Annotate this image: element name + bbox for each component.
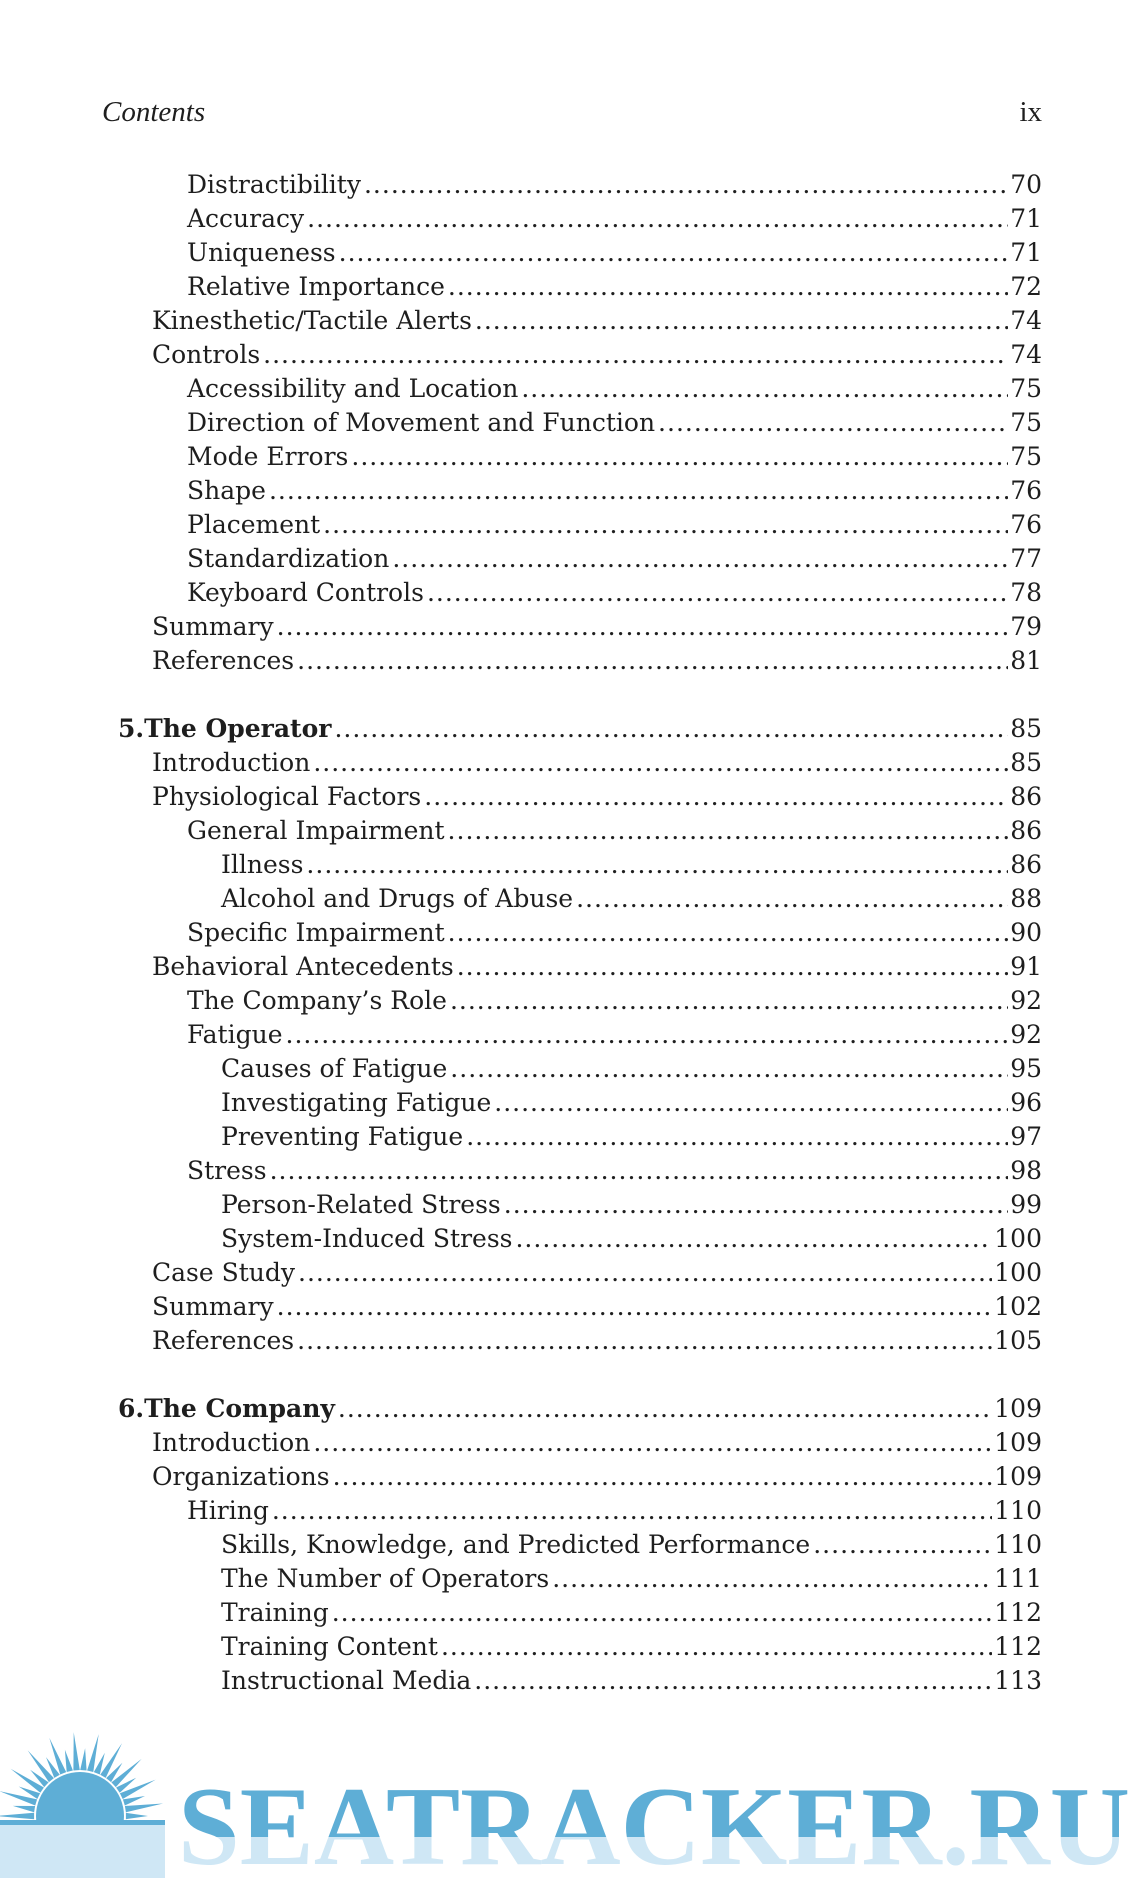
chapter-number: 6. (118, 1394, 145, 1423)
dot-leader (351, 440, 1008, 473)
entry-page-number: 102 (994, 1292, 1042, 1321)
toc-entry (221, 1120, 1042, 1153)
entry-title: Physiological Factors (152, 782, 422, 811)
entry-page-number: 112 (994, 1598, 1042, 1627)
dot-leader (313, 1426, 992, 1459)
dot-leader (313, 746, 1008, 779)
entry-title: Mode Errors (187, 442, 349, 471)
toc-entry (152, 746, 1042, 779)
toc-entry (187, 474, 1042, 507)
entry-page-number: 92 (1010, 986, 1042, 1015)
toc-entry (221, 1528, 1042, 1561)
dot-leader (272, 1494, 992, 1527)
sun-ray (120, 1780, 156, 1799)
sun-ray (0, 1813, 34, 1819)
toc-entry (152, 610, 1042, 643)
entry-page-number: 76 (1010, 476, 1042, 505)
entry-title: Person-Related Stress (221, 1190, 501, 1219)
dot-leader (364, 168, 1008, 201)
toc-entry (187, 1018, 1042, 1051)
entry-page-number: 92 (1010, 1020, 1042, 1049)
dot-leader (307, 202, 1008, 235)
dot-leader (277, 1290, 993, 1323)
sun-ray (125, 1804, 163, 1813)
entry-page-number: 78 (1010, 578, 1042, 607)
entry-page-number: 110 (994, 1530, 1042, 1559)
dot-leader (576, 882, 1008, 915)
dot-leader (424, 780, 1008, 813)
dot-leader (475, 304, 1008, 337)
toc-entry (187, 508, 1042, 541)
entry-title: Introduction (152, 748, 311, 777)
entry-page-number: 75 (1010, 408, 1042, 437)
dot-leader (813, 1528, 992, 1561)
entry-title: Distractibility (187, 170, 361, 199)
dot-leader (286, 1018, 1009, 1051)
entry-title: Specific Impairment (187, 918, 445, 947)
entry-title: Training Content (221, 1632, 438, 1661)
toc-entry (221, 1188, 1042, 1221)
toc-entry (152, 338, 1042, 371)
entry-title: Placement (187, 510, 321, 539)
entry-page-number: 90 (1010, 918, 1042, 947)
toc-entry (187, 202, 1042, 235)
entry-title: Direction of Movement and Function (187, 408, 656, 437)
entry-title: Relative Importance (187, 272, 445, 301)
entry-page-number: 72 (1010, 272, 1042, 301)
dot-leader (494, 1086, 1008, 1119)
entry-title: Investigating Fatigue (221, 1088, 492, 1117)
toc-entry (187, 814, 1042, 847)
running-header-title: Contents (102, 96, 206, 128)
toc-entry (152, 644, 1042, 677)
toc-entry (187, 576, 1042, 609)
entry-page-number: 91 (1010, 952, 1042, 981)
entry-title: Skills, Knowledge, and Predicted Performance (221, 1530, 811, 1559)
entry-title: Training (221, 1598, 329, 1627)
entry-page-number: 105 (994, 1326, 1042, 1355)
entry-page-number: 96 (1010, 1088, 1042, 1117)
entry-page-number: 110 (994, 1496, 1042, 1525)
dot-leader (552, 1562, 992, 1595)
dot-leader (504, 1188, 1008, 1221)
entry-page-number: 74 (1010, 340, 1042, 369)
entry-page-number: 75 (1010, 442, 1042, 471)
dot-leader (339, 236, 1009, 269)
toc-entry (187, 916, 1042, 949)
entry-page-number: 76 (1010, 510, 1042, 539)
entry-title: Introduction (152, 1428, 311, 1457)
toc-entry (221, 1052, 1042, 1085)
entry-page-number: 112 (994, 1632, 1042, 1661)
entry-title: Preventing Fatigue (221, 1122, 464, 1151)
entry-page-number: 71 (1010, 238, 1042, 267)
dot-leader (521, 372, 1008, 405)
sun-ray (87, 1734, 99, 1772)
dot-leader (338, 1392, 992, 1425)
dot-leader (277, 610, 1009, 643)
entry-page-number: 86 (1010, 816, 1042, 845)
toc-entry (221, 848, 1042, 881)
sun-ray (100, 1743, 122, 1778)
dot-leader (441, 1630, 992, 1663)
toc-entry (187, 1154, 1042, 1187)
entry-page-number: 85 (1010, 714, 1042, 743)
entry-page-number: 77 (1010, 544, 1042, 573)
toc-entry (152, 1256, 1042, 1289)
toc-entry (152, 950, 1042, 983)
entry-title: System-Induced Stress (221, 1224, 513, 1253)
entry-title: Alcohol and Drugs of Abuse (221, 884, 574, 913)
toc-entry (221, 1222, 1042, 1255)
toc-entry (221, 1086, 1042, 1119)
entry-title: Causes of Fatigue (221, 1054, 448, 1083)
toc-entry (187, 440, 1042, 473)
entry-title: Uniqueness (187, 238, 336, 267)
toc-chapter-entry (118, 712, 1042, 745)
entry-page-number: 79 (1010, 612, 1042, 641)
entry-title: References (152, 1326, 295, 1355)
sun-ray (65, 1750, 73, 1772)
chapter-title: The Operator (144, 714, 332, 743)
toc-entry (221, 1664, 1042, 1697)
sun-icon (0, 1732, 165, 1878)
dot-leader (427, 576, 1008, 609)
toc-entry (187, 168, 1042, 201)
dot-leader (450, 1052, 1008, 1085)
chapter-title: The Company (144, 1394, 335, 1423)
entry-page-number: 113 (994, 1666, 1042, 1695)
toc-entry (221, 882, 1042, 915)
dot-leader (457, 950, 1008, 983)
entry-title: Behavioral Antecedents (152, 952, 454, 981)
entry-page-number: 85 (1010, 748, 1042, 777)
entry-page-number: 100 (994, 1258, 1042, 1287)
chapter-number: 5. (118, 714, 145, 743)
toc-entry (152, 1324, 1042, 1357)
sun-ray (126, 1813, 148, 1819)
toc-entry (221, 1562, 1042, 1595)
entry-page-number: 109 (994, 1428, 1042, 1457)
entry-title: Summary (152, 612, 274, 641)
dot-leader (269, 474, 1008, 507)
toc-entry (187, 406, 1042, 439)
dot-leader (333, 1460, 993, 1493)
entry-page-number: 75 (1010, 374, 1042, 403)
entry-page-number: 109 (994, 1462, 1042, 1491)
page-number: ix (1019, 96, 1042, 128)
sun-ray (123, 1796, 145, 1806)
entry-title: Summary (152, 1292, 274, 1321)
entry-title: Shape (187, 476, 266, 505)
dot-leader (448, 814, 1009, 847)
toc-entry (187, 236, 1042, 269)
entry-title: Accuracy (187, 204, 305, 233)
entry-page-number: 70 (1010, 170, 1042, 199)
toc-entry (152, 780, 1042, 813)
entry-title: Keyboard Controls (187, 578, 424, 607)
watermark-logo (0, 1724, 1136, 1882)
sun-ray (80, 1748, 86, 1770)
entry-title: Standardization (187, 544, 390, 573)
toc-entry (187, 372, 1042, 405)
entry-page-number: 81 (1010, 646, 1042, 675)
entry-page-number: 95 (1010, 1054, 1042, 1083)
dot-leader (263, 338, 1008, 371)
entry-title: Organizations (152, 1462, 330, 1491)
entry-title: Controls (152, 340, 261, 369)
toc-entry (152, 1290, 1042, 1323)
dot-leader (298, 1256, 992, 1289)
entry-page-number: 100 (994, 1224, 1042, 1253)
dot-leader (323, 508, 1008, 541)
toc-entry (152, 1460, 1042, 1493)
entry-title: Case Study (152, 1258, 296, 1287)
dot-leader (448, 916, 1009, 949)
entry-page-number: 71 (1010, 204, 1042, 233)
entry-page-number: 99 (1010, 1190, 1042, 1219)
toc-entry (152, 1426, 1042, 1459)
toc-chapter-entry (118, 1392, 1042, 1425)
entry-page-number: 97 (1010, 1122, 1042, 1151)
toc-entry (187, 984, 1042, 1017)
dot-leader (450, 984, 1008, 1017)
toc-entry (187, 542, 1042, 575)
entry-page-number: 98 (1010, 1156, 1042, 1185)
entry-page-number: 86 (1010, 782, 1042, 811)
dot-leader (448, 270, 1008, 303)
dot-leader (658, 406, 1008, 439)
dot-leader (297, 1324, 992, 1357)
watermark-text: SEATRACKER.RU (178, 1765, 1130, 1878)
dot-leader (334, 712, 1008, 745)
entry-page-number: 109 (994, 1394, 1042, 1423)
entry-title: General Impairment (187, 816, 445, 845)
entry-page-number: 74 (1010, 306, 1042, 335)
dot-leader (474, 1664, 992, 1697)
dot-leader (297, 644, 1008, 677)
dot-leader (270, 1154, 1009, 1187)
toc-entry (187, 270, 1042, 303)
dot-leader (466, 1120, 1008, 1153)
dot-leader (306, 848, 1008, 881)
entry-title: Stress (187, 1156, 267, 1185)
sun-ray (13, 1806, 35, 1812)
dot-leader (332, 1596, 993, 1629)
toc-entry (152, 304, 1042, 337)
sun-ray (73, 1732, 79, 1770)
entry-page-number: 86 (1010, 850, 1042, 879)
entry-title: Fatigue (187, 1020, 283, 1049)
dot-leader (392, 542, 1008, 575)
toc-entry (187, 1494, 1042, 1527)
entry-title: Instructional Media (221, 1666, 472, 1695)
entry-title: Accessibility and Location (187, 374, 519, 403)
entry-title: References (152, 646, 295, 675)
entry-title: The Company’s Role (187, 986, 447, 1015)
entry-page-number: 111 (994, 1564, 1042, 1593)
entry-title: Hiring (187, 1496, 269, 1525)
entry-title: Illness (221, 850, 304, 879)
dot-leader (515, 1222, 992, 1255)
toc-entry (221, 1596, 1042, 1629)
entry-title: Kinesthetic/Tactile Alerts (152, 306, 472, 335)
toc-entry (221, 1630, 1042, 1663)
entry-page-number: 88 (1010, 884, 1042, 913)
entry-title: The Number of Operators (221, 1564, 550, 1593)
